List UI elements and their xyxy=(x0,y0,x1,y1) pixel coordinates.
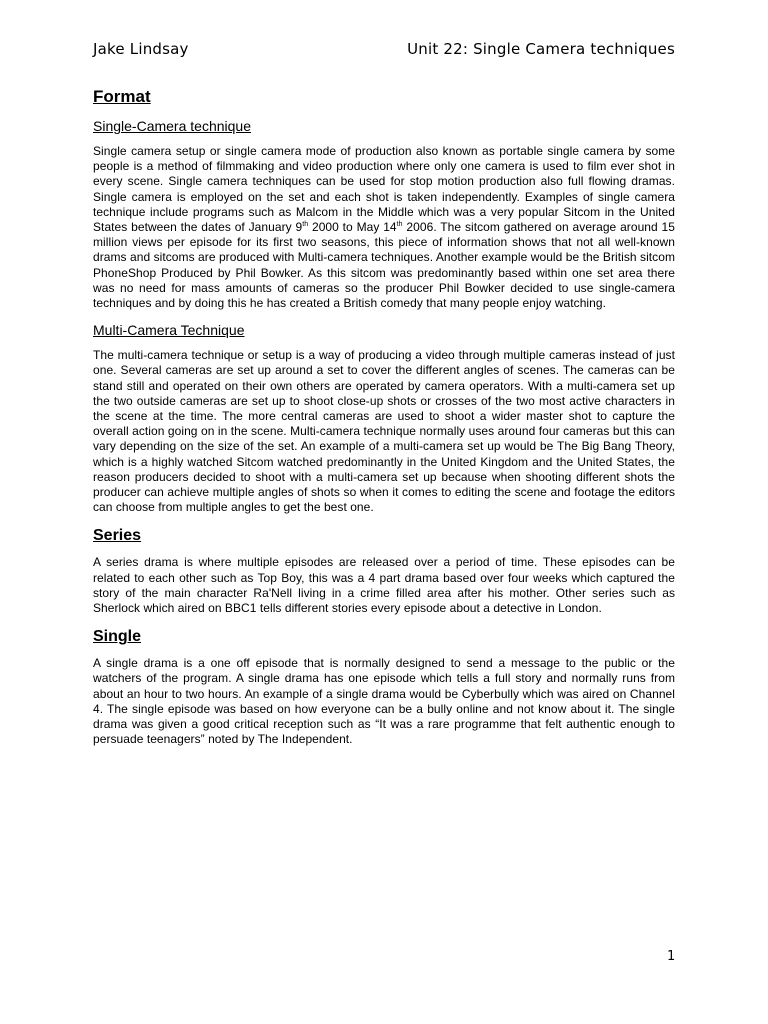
page-number: 1 xyxy=(667,949,676,964)
multi-camera-paragraph: The multi-camera technique or setup is a way of producing a video through multiple cameras instead of just one. Several cameras are set up around a set to cover the different angles of scenes. The cameras can be stand still and operated on their own others are operated by camera operators. With a multi-camera set up the two outside cameras are set up to shoot close-up shots or crosses of the two most active characters in the scene at the time. The more central cameras are used to shoot a wider master shot to capture the overall action going on in the scene. Multi-camera technique normally uses around four cameras but this can vary depending on the size of the set. An example of a multi-camera set up would be The Big Bang Theory, which is a highly watched Sitcom watched predominantly in the United Kingdom and the United States, the reason producers decided to shoot with a multi-camera set up because when shooting different shots the producer can achieve multiple angles of shots so when it comes to editing the scene and footage the editors can choose from multiple angles to get the best one. xyxy=(93,348,675,515)
format-heading: Format xyxy=(93,87,151,106)
header-author: Jake Lindsay xyxy=(93,40,189,58)
single-camera-text-part-1: Single camera setup or single camera mode of production also known as portable single camera by some people is a method of filmmaking and video production where only one camera is used to film ever shot in every scene. Single camera techniques can be used for stop motion production also full flowing dramas. Single camera is employed on the set and each shot is taken independently. Examples of single camera technique include programs such as Malcom in the Middle which was a very popular Sitcom in the United States between the dates of January 9 xyxy=(93,144,675,235)
multi-camera-heading: Multi-Camera Technique xyxy=(93,322,245,339)
superscript-th-2: th xyxy=(396,221,403,229)
series-paragraph: A series drama is where multiple episodes are released over a period of time. These episodes can be related to each other such as Top Boy, this was a 4 part drama based over four weeks which captured the story of the main character Ra'Nell living in a crime filled area after his mother. Other series such as Sherlock which aired on BBC1 tells different stories every episode about a detective in London. xyxy=(93,555,675,616)
single-heading: Single xyxy=(93,628,142,646)
single-paragraph: A single drama is a one off episode that is normally designed to send a message to the public or the watchers of the program. A single drama has one episode which tells a full story and normally runs from about an hour to two hours. An example of a single drama would be Cyberbully which was aired on Channel 4. The single episode was based on how everyone can be a bully online and not know about it. The single drama was given a good critical reception such as “It was a rare programme that felt authentic enough to persuade teenagers” noted by The Independent. xyxy=(93,656,675,747)
superscript-th-1: th xyxy=(302,221,309,229)
series-heading: Series xyxy=(93,527,142,545)
single-camera-text-part-3: 2006. The sitcom gathered on average around 15 million views per episode for its first two seasons, this piece of information shows that not all well-known drams and sitcoms are produced with Multi-camera techniques. Another example would be the British sitcom PhoneShop Produced by Phil Bowker. As this sitcom was predominantly based within one set area there was no need for mass amounts of cameras so the producer Phil Bowker decided to use single-camera techniques and by doing this he has created a British comedy that many people enjoy watching. xyxy=(93,220,676,311)
single-camera-heading: Single-Camera technique xyxy=(93,118,251,134)
header-unit-title: Unit 22: Single Camera techniques xyxy=(407,40,675,58)
single-camera-text-part-2: 2000 to May 14 xyxy=(308,220,397,235)
document-body xyxy=(93,86,675,758)
single-camera-paragraph xyxy=(93,144,675,311)
